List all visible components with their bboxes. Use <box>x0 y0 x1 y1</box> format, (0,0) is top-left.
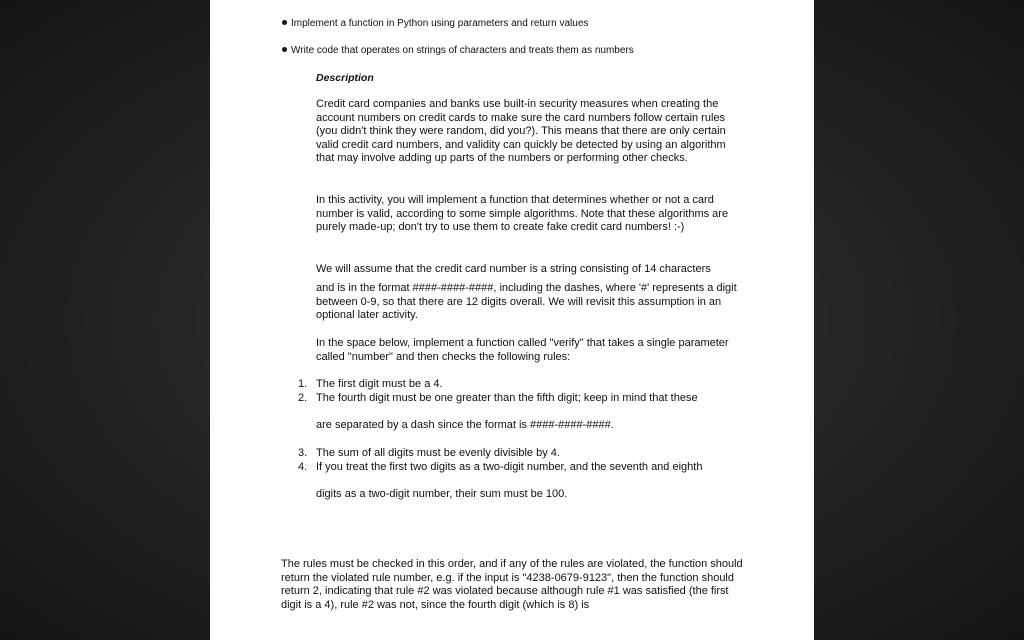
description-heading: Description <box>316 72 374 84</box>
paragraph-closing: The rules must be checked in this order, and if any of the rules are violated, the function should return the violated rule number, e.g. if the input is "4238-0679-9123", then the function should return 2, indicating that rule #2 was violated because although rule #1 was satisfied (the first digit is a 4), rule #2 was not, since the fourth digit (which is 8) is <box>281 558 743 611</box>
rule-text-continued: digits as a two-digit number, their sum must be 100. <box>316 488 568 500</box>
objective-item: Implement a function in Python using parameters and return values <box>282 18 588 29</box>
rule-text: The first digit must be a 4. <box>316 378 443 390</box>
rule-text-continued: are separated by a dash since the format is ####-####-####. <box>316 419 614 431</box>
objective-item: Write code that operates on strings of characters and treats them as numbers <box>282 45 634 56</box>
paragraph-format-rest: and is in the format ####-####-####, including the dashes, where '#' represents a digit between 0-9, so that there are 12 digits overall. We will revisit this assumption in an optional later activity. <box>316 282 737 322</box>
rule-number: 1. <box>298 378 308 390</box>
rule-number: 4. <box>298 461 308 473</box>
rule-text: The sum of all digits must be evenly divisible by 4. <box>316 447 560 459</box>
paragraph-format-line1: We will assume that the credit card number is a string consisting of 14 characters <box>316 263 711 275</box>
document-page <box>210 0 814 640</box>
rule-text: If you treat the first two digits as a two-digit number, and the seventh and eighth <box>316 461 703 473</box>
paragraph-instructions: In the space below, implement a function called "verify" that takes a single parameter called "number" and then checks the following rules: <box>316 337 729 363</box>
rule-text: The fourth digit must be one greater than the fifth digit; keep in mind that these <box>316 392 698 404</box>
bullet-icon <box>282 47 287 52</box>
rule-number: 2. <box>298 392 308 404</box>
paragraph-activity: In this activity, you will implement a function that determines whether or not a card number is valid, according to some simple algorithms. Note that these algorithms are purely made-up; don't try to use them to create fake credit card numbers! :-) <box>316 194 729 234</box>
rule-number: 3. <box>298 447 308 459</box>
bullet-icon <box>282 20 287 25</box>
paragraph-intro: Credit card companies and banks use built-in security measures when creating the account numbers on credit cards to make sure the card numbers follow certain rules (you didn't think they were random, did you?). This means that there are only certain valid credit card numbers, and validity can quickly be detected by using an algorithm that may involve adding up parts of the numbers or performing other checks. <box>316 98 726 165</box>
